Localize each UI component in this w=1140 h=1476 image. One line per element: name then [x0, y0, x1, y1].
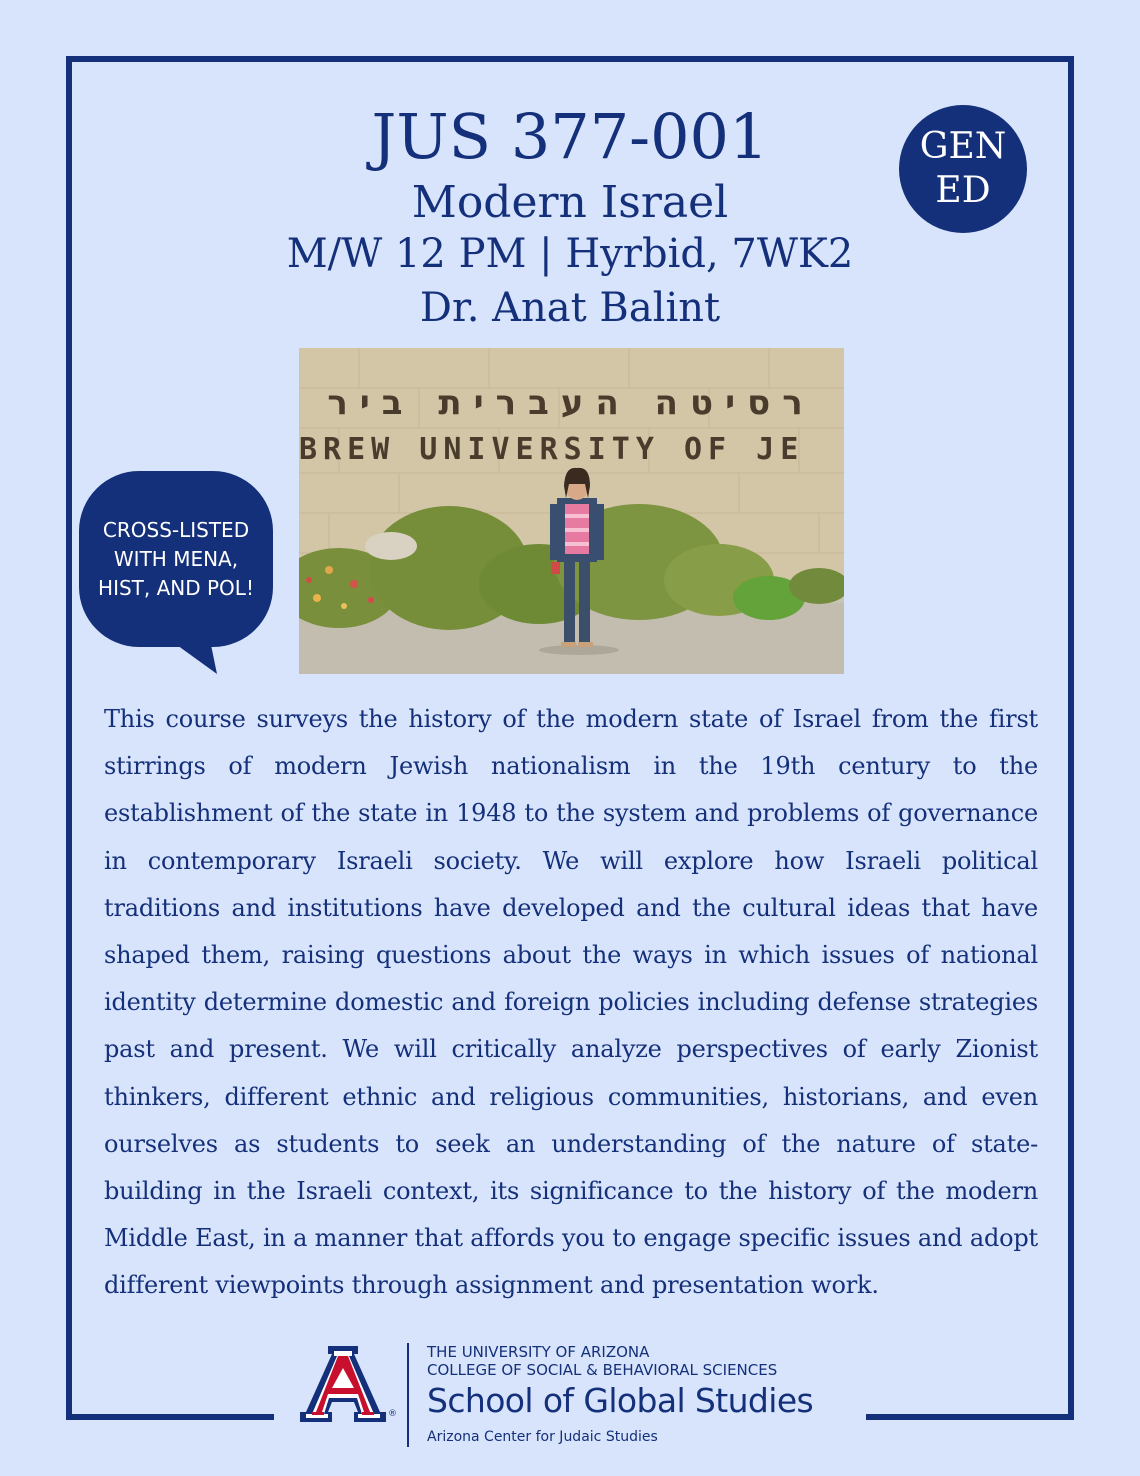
gen-ed-line2: ED: [935, 170, 991, 211]
gen-ed-line1: GEN: [919, 126, 1007, 167]
course-instructor: Dr. Anat Balint: [419, 285, 721, 331]
frame-border-bottom-right: [866, 1414, 1074, 1420]
campus-photo: [299, 348, 844, 674]
course-code: JUS 377-001: [371, 100, 769, 173]
frame-border-right: [1068, 56, 1074, 1420]
gen-ed-badge: [899, 105, 1027, 233]
sign-english: BREW UNIVERSITY OF JE: [299, 432, 805, 467]
footer-school: School of Global Studies: [427, 1381, 814, 1420]
bubble-tail: [170, 640, 220, 674]
frame-border-top: [66, 56, 1074, 62]
course-title: Modern Israel: [411, 177, 729, 228]
bubble-line3: HIST, AND POL!: [98, 575, 254, 600]
cross-listed-bubble: [79, 471, 273, 647]
frame-border-left: [66, 56, 72, 1420]
footer-college: COLLEGE OF SOCIAL & BEHAVIORAL SCIENCES: [427, 1361, 778, 1379]
university-logo: [300, 1344, 386, 1424]
footer-center: Arizona Center for Judaic Studies: [427, 1429, 658, 1445]
bubble-line2: WITH MENA,: [113, 546, 239, 571]
registered-mark: ®: [388, 1409, 397, 1419]
course-description: This course surveys the history of the modern state of Israel from the first stirrings of modern Jewish nationalism in the 19th century to the establishment of the state in 1948 to the system and problems of governance in contemporary Israeli society. We will explore how Israeli political traditions and institutions have developed and the cultural ideas that have shaped them, raising questions about the ways in which issues of national identity determine domestic and foreign policies including defense strategies past and present. We will critically analyze perspectives of early Zionist thinkers, different ethnic and religious communities, historians, and even ourselves as students to seek an understanding of the nature of state-building in the Israeli context, its significance to the history of the modern Middle East, in a manner that affords you to engage specific issues and adopt different viewpoints through assignment and presentation work.: [104, 705, 1038, 1300]
sign-hebrew: רסיטה העברית ביר: [327, 383, 815, 423]
bubble-line1: CROSS-LISTED: [102, 517, 250, 542]
frame-border-bottom-left: [66, 1414, 274, 1420]
course-schedule: M/W 12 PM | Hyrbid, 7WK2: [286, 231, 854, 277]
campus-photo-illustration: [299, 348, 844, 674]
footer-university: THE UNIVERSITY OF ARIZONA: [427, 1343, 650, 1361]
footer-divider: [407, 1343, 409, 1447]
